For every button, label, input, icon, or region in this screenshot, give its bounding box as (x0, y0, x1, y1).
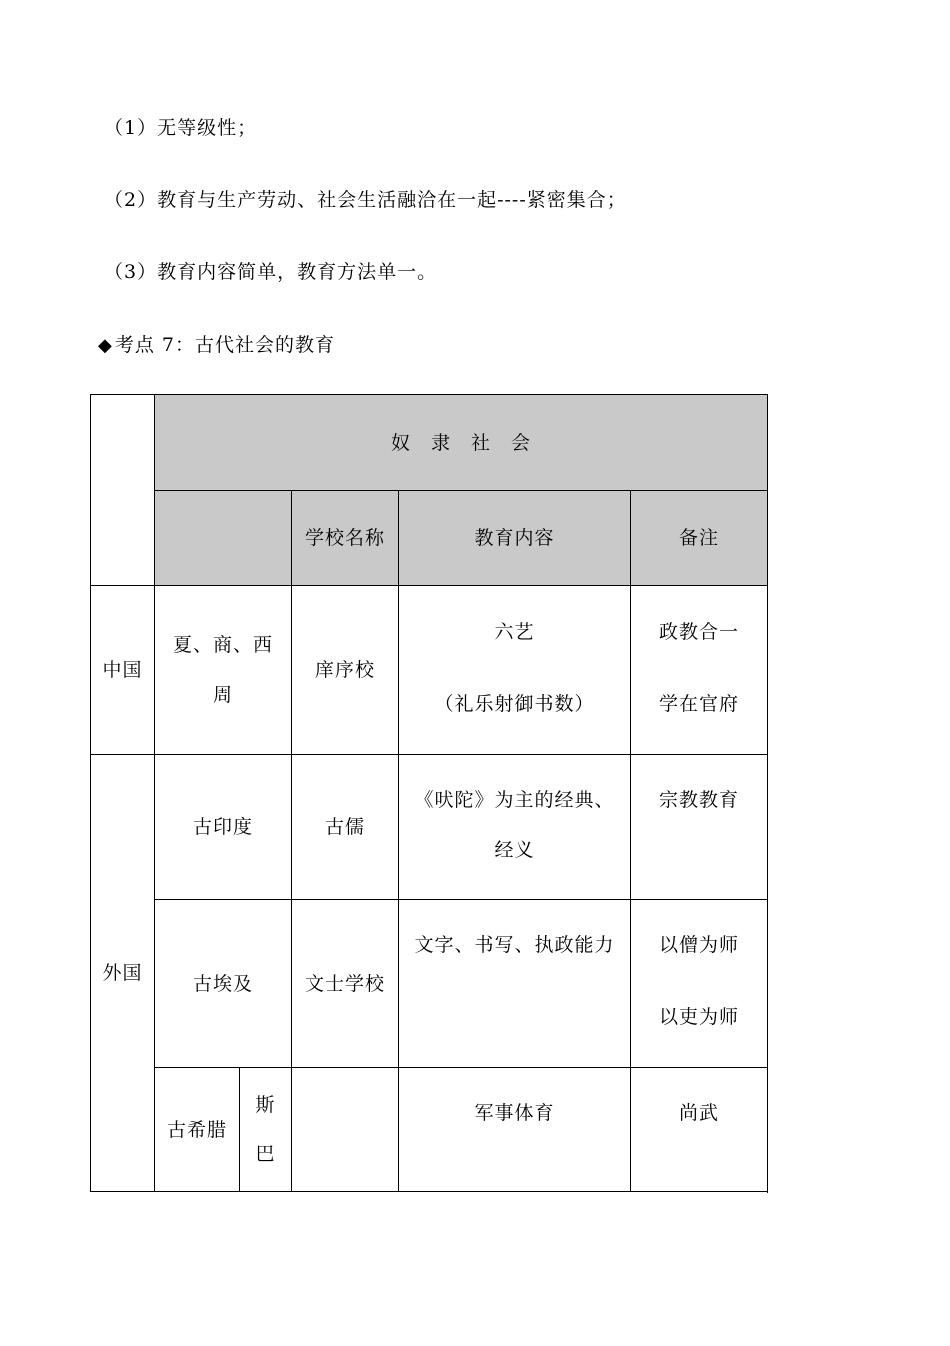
egypt-note (631, 900, 768, 1068)
header-school-name: 学校名称 (292, 491, 399, 586)
greece-content (399, 1068, 631, 1192)
table-banner: 奴 隶 社 会 (155, 395, 768, 491)
greece-sub (240, 1068, 292, 1192)
corner-cell (91, 395, 155, 586)
india-content-line-2: 经义 (494, 839, 535, 861)
india-name: 古印度 (155, 755, 292, 900)
greece-sub-line-2: 巴 (255, 1143, 276, 1165)
china-period-line-1: 夏、商、西 (172, 634, 273, 656)
egypt-note-line-1: 以僧为师 (658, 934, 739, 956)
text-line-2: （2）教育与生产劳动、社会生活融洽在一起----紧密集合； (104, 189, 627, 211)
region-china: 中国 (91, 586, 155, 755)
greece-note (631, 1068, 768, 1192)
egypt-content-text: 文字、书写、执政能力 (414, 934, 615, 956)
india-content-line-1: 《吠陀》为主的经典、 (414, 789, 615, 811)
header-content: 教育内容 (399, 491, 631, 586)
india-content (399, 755, 631, 900)
egypt-school: 文士学校 (292, 900, 399, 1068)
region-foreign: 外国 (91, 755, 155, 1192)
china-content (399, 586, 631, 755)
greece-note-text: 尚武 (678, 1102, 719, 1124)
text-line-1: （1）无等级性； (104, 117, 258, 139)
china-note-line-2: 学在官府 (658, 693, 739, 715)
section-heading (98, 332, 335, 359)
india-note-text: 宗教教育 (658, 789, 739, 811)
india-note (631, 755, 768, 900)
greece-school (292, 1068, 399, 1192)
china-school: 庠序校 (292, 586, 399, 755)
text-line-3: （3）教育内容简单，教育方法单一。 (104, 261, 438, 283)
china-period (155, 586, 292, 755)
greece-name: 古希腊 (155, 1068, 240, 1192)
header-note: 备注 (631, 491, 768, 586)
header-blank-cell (155, 491, 292, 586)
china-content-line-2: （礼乐射御书数） (434, 693, 595, 715)
greece-content-text: 军事体育 (474, 1102, 555, 1124)
table-right-rule (767, 394, 768, 1193)
china-note-line-1: 政教合一 (658, 621, 739, 643)
china-note (631, 586, 768, 755)
india-school: 古儒 (292, 755, 399, 900)
china-period-line-2: 周 (212, 684, 233, 706)
diamond-bullet-icon: ◆ (98, 335, 113, 356)
greece-sub-line-1: 斯 (255, 1094, 276, 1116)
section-heading-text: 考点 7：古代社会的教育 (114, 334, 335, 356)
china-content-line-1: 六艺 (494, 621, 535, 643)
education-table (90, 394, 768, 1192)
egypt-note-line-2: 以吏为师 (658, 1006, 739, 1028)
egypt-content (399, 900, 631, 1068)
egypt-name: 古埃及 (155, 900, 292, 1068)
